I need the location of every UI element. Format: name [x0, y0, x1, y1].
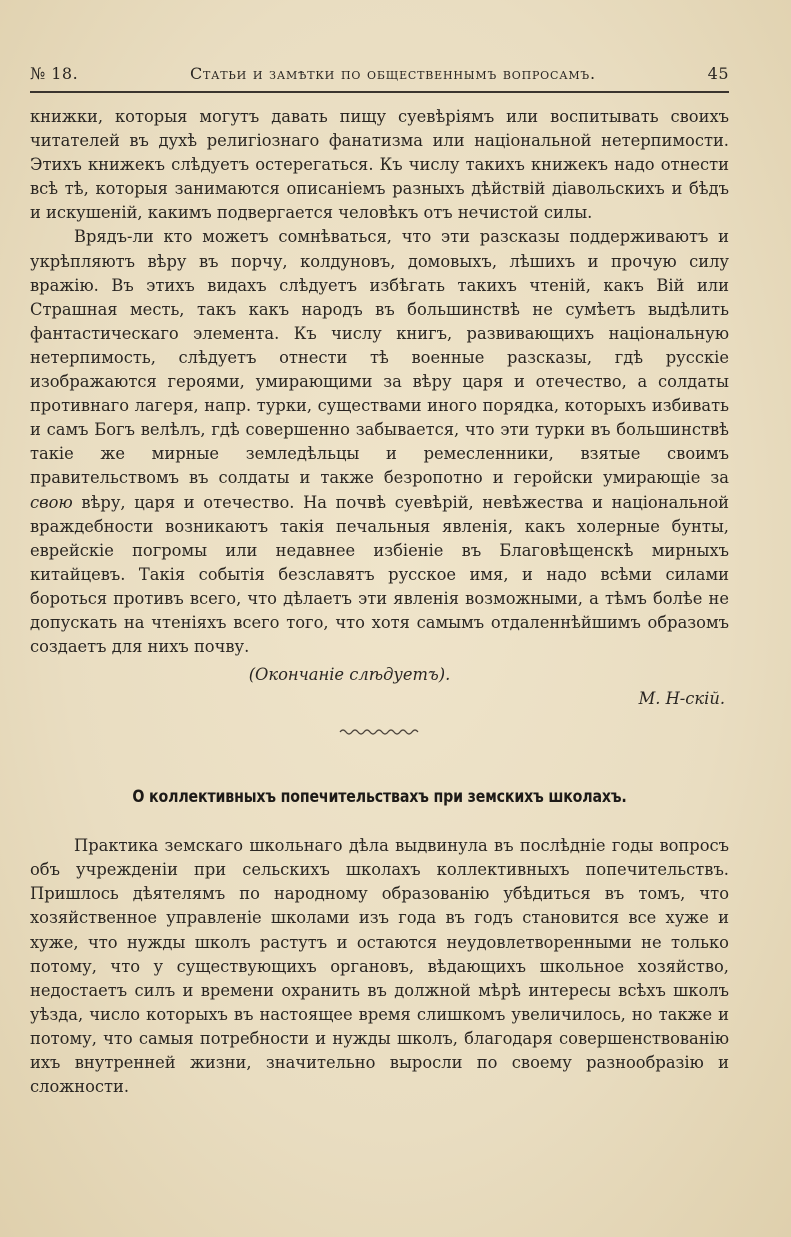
paragraph-2-part-b: вѣру, царя и отечество. На почвѣ суевѣрій, невѣжества и національной враждебности возникаютъ такія печальныя явленія, какъ холерные бунты, еврейскіе погромы или недавнее избіеніе въ Благовѣщенскѣ мирныхъ китайцевъ. Такія событія безславятъ русское имя, и надо всѣми силами бороться противъ всего, что дѣлаетъ эти явленія возможными, а тѣмъ болѣе не допускать на чтеніяхъ всего того, что хотя самымъ отдаленнѣйшимъ образомъ создаетъ для нихъ почву. [30, 492, 729, 657]
running-header [30, 64, 729, 93]
article-body [30, 834, 729, 1099]
continuation-note: (Окончаніе слѣдуетъ). [248, 665, 451, 685]
issue-number: № 18. [30, 64, 79, 83]
paragraph-2 [30, 225, 729, 659]
page-number: 45 [707, 64, 729, 83]
separator-ornament [30, 725, 729, 741]
paragraph-1: книжки, которыя могутъ давать пищу суевѣріямъ или воспитывать своихъ читателей въ духѣ религіознаго фанатизма или національной нетерпимости. Этихъ книжекъ слѣдуетъ остерегаться. Къ числу такихъ книжекъ надо отнести всѣ тѣ, которыя занимаются описаніемъ разныхъ дѣйствій діавольскихъ и бѣдъ и искушеній, какимъ подвергается человѣкъ отъ нечистой силы. [30, 107, 729, 223]
author-signature: М. Н-скій. [638, 689, 725, 709]
article-title: О коллективныхъ попечительствахъ при земскихъ школахъ. [132, 787, 627, 807]
paragraph-2-part-a: Врядъ-ли кто можетъ сомнѣваться, что эти разсказы поддерживаютъ и укрѣпляютъ вѣру въ порчу, колдуновъ, домовыхъ, лѣшихъ и прочую силу вражію. Въ этихъ видахъ слѣдуетъ избѣгать такихъ чтеній, какъ Вій или Страшная месть, такъ какъ народъ въ большинствѣ не сумѣетъ выдѣлить фантастическаго элемента. Къ числу книгъ, развивающихъ національную нетерпимость, слѣдуетъ отнести тѣ военные разсказы, гдѣ русскіе изображаются героями, умирающими за вѣру царя и отечество, а солдаты противнаго лагеря, напр. турки, существами иного порядка, которыхъ избивать и самъ Богъ велѣлъ, гдѣ совершенно забывается, что эти турки въ большинствѣ такіе же мирные земледѣльцы и ремесленники, взятые своимъ правительствомъ въ солдаты и также безропотно и геройски умирающіе за [30, 227, 729, 488]
section-title: Статьи и замѣтки по общественнымъ вопросамъ. [189, 64, 596, 83]
article-paragraph-1: Практика земскаго школьнаго дѣла выдвинула въ послѣдніе годы вопросъ объ учрежденіи при сельскихъ школахъ коллективныхъ попечительствъ. Пришлось дѣятелямъ по народному образованію убѣдиться въ томъ, что хозяйственное управленіе школами изъ года въ годъ становится все хуже и хуже, что нужды школъ растутъ и остаются неудовлетворенными не только потому, что у существующихъ органовъ, вѣдающихъ школьное хозяйство, недостаетъ силъ и времени охранить въ должной мѣрѣ интересы всѣхъ школъ уѣзда, число которыхъ въ настоящее время слишкомъ увеличилось, но также и потому, что самыя потребности и нужды школъ, благодаря совершенствованію ихъ внутренней жизни, значительно выросли по своему разнообразію и сложности. [30, 836, 729, 1097]
paragraph-2-emphasis: свою [30, 492, 73, 512]
previous-article-text [30, 105, 729, 659]
wavy-rule-icon [338, 727, 422, 737]
